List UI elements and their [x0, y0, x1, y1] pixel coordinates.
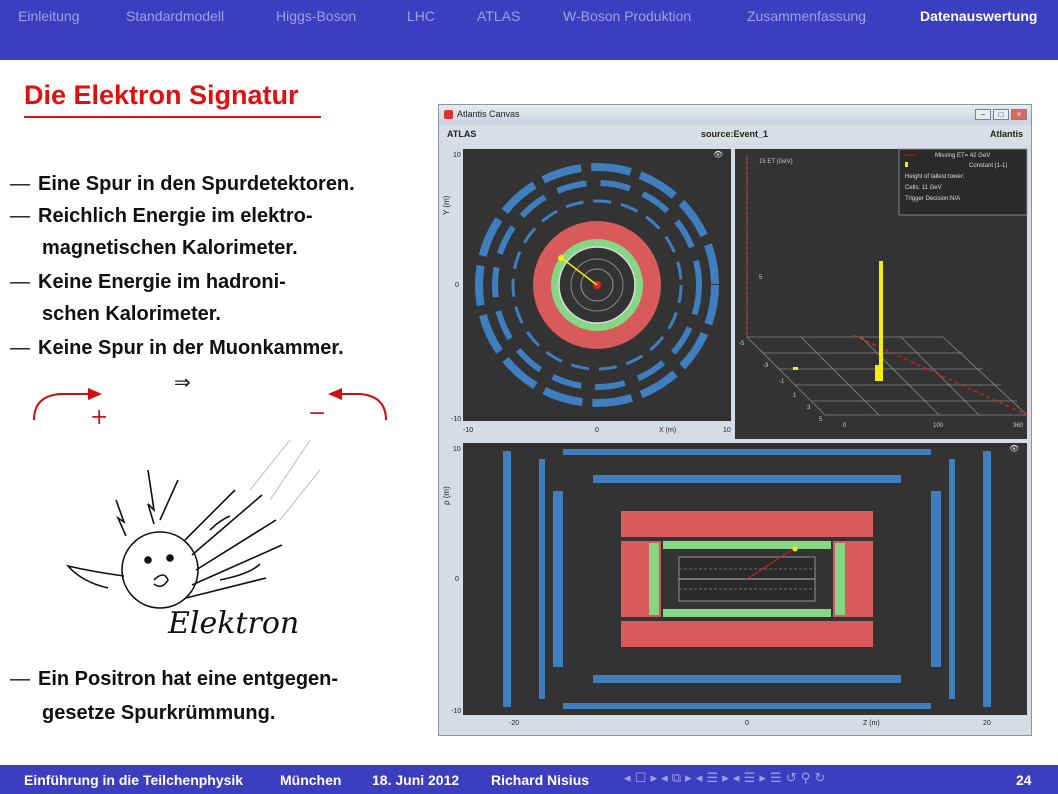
minus-charge: −	[308, 401, 327, 426]
bullet-text: Keine Spur in der Muonkammer.	[38, 337, 344, 359]
bullet-item: — Reichlich Energie im elektro-	[10, 205, 313, 227]
eye-icon[interactable]: 👁	[1009, 444, 1020, 453]
nav-item-w-boson-produktion[interactable]: W-Boson Produktion	[563, 8, 692, 24]
bullet-text: Reichlich Energie im elektro-	[38, 205, 313, 227]
slide-title: Die Elektron Signatur	[24, 80, 299, 110]
rz-ytick: 10	[453, 446, 461, 453]
rz-ytick: -10	[451, 708, 462, 715]
window-title: Atlantis Canvas	[457, 109, 520, 119]
nav-item-higgs-boson[interactable]: Higgs-Boson	[276, 8, 357, 24]
event-display	[443, 145, 1029, 733]
electron-sketch-figure	[20, 380, 400, 650]
eye-icon[interactable]: 👁	[713, 150, 724, 159]
canvas-header	[439, 125, 1031, 143]
xy-ytick: 0	[455, 282, 459, 289]
close-icon[interactable]: ×	[1011, 109, 1027, 120]
xy-xtick: 10	[723, 427, 731, 434]
legend-entry: Cells: 11 GeV	[905, 185, 942, 191]
sketch-caption: Elektron	[168, 606, 300, 641]
bullet-item: — Eine Spur in den Spurdetektoren.	[10, 173, 355, 195]
lego-tick: 1	[793, 393, 797, 399]
nav-item-datenauswertung[interactable]: Datenauswertung	[920, 8, 1038, 24]
nav-item-standardmodell[interactable]: Standardmodell	[126, 8, 225, 24]
electron-drawing	[68, 470, 282, 608]
xy-xtick: 0	[595, 427, 599, 434]
canvas-head-left: ATLAS	[447, 129, 477, 139]
legend-entry: Missing ET= 42 GeV	[935, 153, 991, 159]
nav-item-atlas[interactable]: ATLAS	[477, 8, 521, 24]
bullet-continuation: schen Kalorimeter.	[42, 303, 221, 325]
beamer-navigation-icons[interactable]: ◂ ☐ ▸ ◂ ⧉ ▸ ◂ ☰ ▸ ◂ ☰ ▸ ☰ ↺ ⚲ ↻	[624, 771, 826, 786]
left-curve-arrow	[34, 394, 88, 420]
nav-item-lhc[interactable]: LHC	[407, 8, 436, 24]
atlantis-canvas-window	[438, 104, 1032, 736]
legend-entry: Height of tallest tower:	[905, 174, 965, 180]
xy-ylabel: Y (m)	[442, 195, 451, 215]
legend-entry: Constant (1-1)	[969, 163, 1008, 169]
xy-ytick: 10	[453, 152, 461, 159]
lego-mid-label: 5	[759, 275, 763, 281]
app-icon	[444, 110, 453, 119]
bullet-text: Ein Positron hat eine entgegen-	[38, 668, 339, 690]
canvas-head-center: source:Event_1	[701, 129, 769, 139]
bullet-text: Keine Energie im hadroni-	[38, 271, 286, 293]
window-titlebar	[439, 105, 1031, 125]
footer-bar	[0, 765, 1058, 794]
lego-tick: 0	[843, 423, 847, 429]
rz-xlabel: Z (m)	[863, 720, 880, 727]
lego-tick: -5	[739, 341, 745, 347]
left-arrowhead-icon	[88, 388, 102, 400]
lego-tick: -3	[763, 363, 769, 369]
right-arrowhead-icon	[328, 388, 342, 400]
bullet-item: — Keine Energie im hadroni-	[10, 271, 286, 293]
footer-city: München	[280, 772, 342, 788]
lego-tick: 100	[933, 423, 944, 429]
top-navigation-bar	[0, 0, 1058, 60]
xy-xtick: -10	[463, 427, 474, 434]
footer-course: Einführung in die Teilchenphysik	[24, 772, 244, 788]
rz-xtick: 0	[745, 720, 749, 727]
bullet-continuation: gesetze Spurkrümmung.	[42, 702, 276, 724]
rz-xtick: 20	[983, 720, 991, 727]
right-curve-arrow	[342, 394, 386, 420]
rz-ylabel: ρ (m)	[442, 486, 451, 505]
bullet-text: Eine Spur in den Spurdetektoren.	[38, 173, 355, 195]
nav-item-zusammenfassung[interactable]: Zusammenfassung	[747, 8, 867, 24]
bullet-item: — Keine Spur in der Muonkammer.	[10, 337, 344, 359]
nav-item-einleitung[interactable]: Einleitung	[18, 8, 80, 24]
lego-scale-label: 15 ET (GeV)	[759, 159, 793, 165]
plus-charge: +	[90, 405, 109, 430]
minimize-icon[interactable]: –	[975, 109, 991, 120]
energy-tower	[879, 261, 883, 381]
page-number: 24	[1016, 772, 1032, 788]
lego-tick: 3	[807, 405, 811, 411]
lego-tick: -1	[779, 379, 785, 385]
bullet-continuation: magnetischen Kalorimeter.	[42, 237, 298, 259]
canvas-head-right: Atlantis	[989, 129, 1023, 139]
legend-entry: Trigger Decision:N/A	[905, 196, 961, 202]
footer-author: Richard Nisius	[491, 772, 590, 788]
xy-xlabel: X (m)	[659, 427, 677, 434]
implies-arrow: ⇒	[174, 370, 191, 394]
footer-date: 18. Juni 2012	[372, 772, 460, 788]
xy-ytick: -10	[451, 416, 462, 423]
lego-tick: 360	[1013, 423, 1024, 429]
bullet-item: — Ein Positron hat eine entgegen-	[10, 668, 339, 690]
motion-lines	[250, 440, 320, 520]
rz-xtick: -20	[509, 720, 520, 727]
rz-ytick: 0	[455, 576, 459, 583]
lego-tick: 5	[819, 417, 823, 423]
title-underline	[24, 116, 321, 118]
maximize-icon[interactable]: □	[993, 109, 1009, 120]
